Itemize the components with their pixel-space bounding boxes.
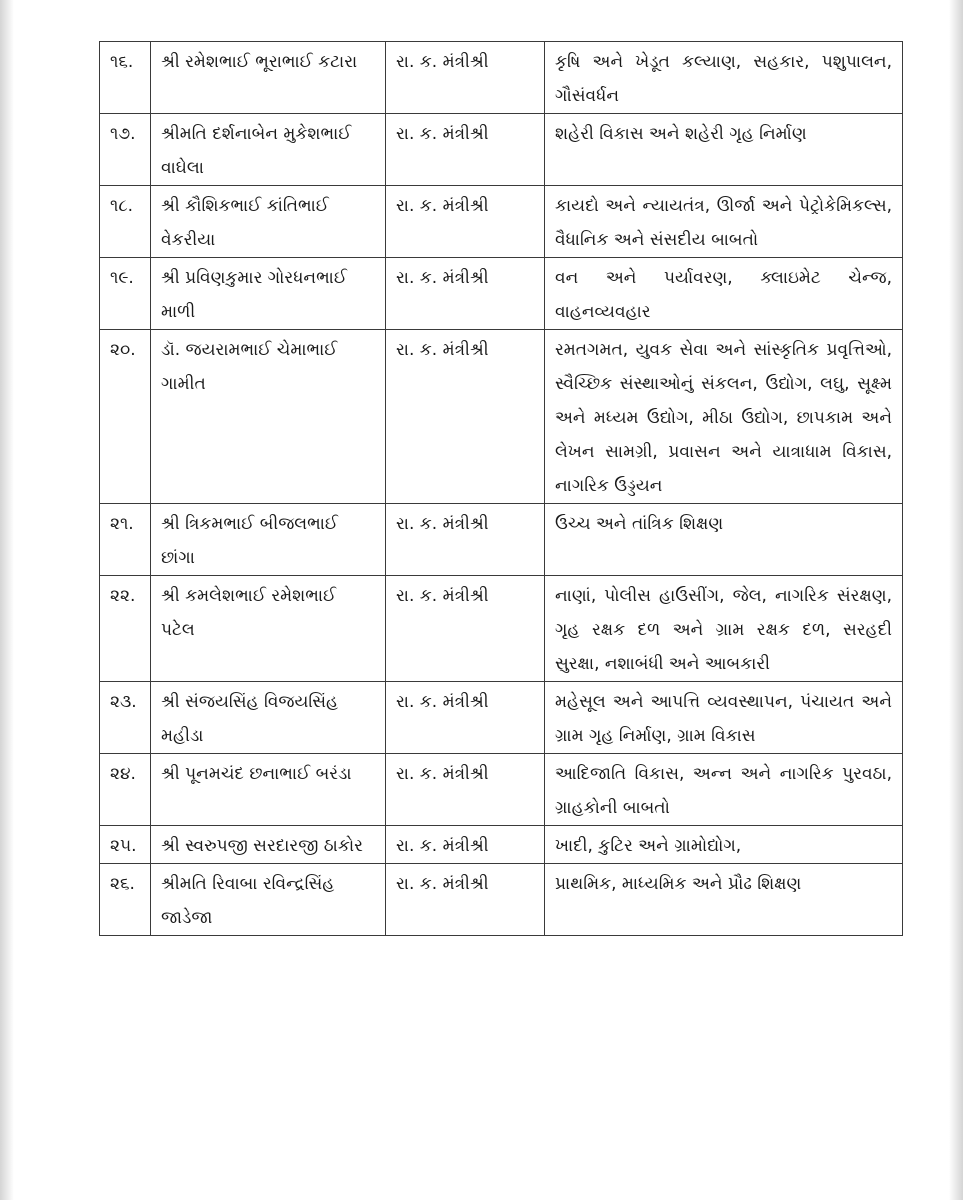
table-row bbox=[100, 42, 903, 114]
table-row bbox=[100, 682, 903, 754]
minister-rank: રા. ક. મંત્રીશ્રી bbox=[386, 576, 545, 682]
serial-number: ૨૨. bbox=[100, 576, 151, 682]
departments: પ્રાથમિક, માધ્યમિક અને પ્રૌઢ શિક્ષણ bbox=[545, 864, 903, 936]
minister-rank: રા. ક. મંત્રીશ્રી bbox=[386, 114, 545, 186]
departments: કાયદો અને ન્યાયતંત્ર, ઊર્જા અને પેટ્રોકેમિકલ્સ, વૈધાનિક અને સંસદીય બાબતો bbox=[545, 186, 903, 258]
minister-name: શ્રી પ્રવિણકુમાર ગોરધનભાઈ માળી bbox=[151, 258, 386, 330]
table-row bbox=[100, 504, 903, 576]
table-row bbox=[100, 258, 903, 330]
minister-name: શ્રી પૂનમચંદ છનાભાઈ બરંડા bbox=[151, 754, 386, 826]
serial-number: ૧૭. bbox=[100, 114, 151, 186]
serial-number: ૨૧. bbox=[100, 504, 151, 576]
minister-name: શ્રીમતિ દર્શનાબેન મુકેશભાઈ વાઘેલા bbox=[151, 114, 386, 186]
serial-number: ૨૩. bbox=[100, 682, 151, 754]
table-row bbox=[100, 186, 903, 258]
serial-number: ૨૪. bbox=[100, 754, 151, 826]
serial-number: ૧૯. bbox=[100, 258, 151, 330]
minister-name: શ્રી સ્વરુપજી સરદારજી ઠાકોર bbox=[151, 826, 386, 864]
serial-number: ૨૬. bbox=[100, 864, 151, 936]
table-row bbox=[100, 114, 903, 186]
page-edge-shadow-right bbox=[949, 0, 963, 1200]
minister-rank: રા. ક. મંત્રીશ્રી bbox=[386, 682, 545, 754]
minister-rank: રા. ક. મંત્રીશ્રી bbox=[386, 186, 545, 258]
minister-rank: રા. ક. મંત્રીશ્રી bbox=[386, 864, 545, 936]
departments: કૃષિ અને ખેડૂત કલ્યાણ, સહકાર, પશુપાલન, ગૌસંવર્ધન bbox=[545, 42, 903, 114]
departments: વન અને પર્યાવરણ, ક્લાઇમેટ ચેન્જ, વાહનવ્યવહાર bbox=[545, 258, 903, 330]
table-row bbox=[100, 754, 903, 826]
minister-rank: રા. ક. મંત્રીશ્રી bbox=[386, 330, 545, 504]
minister-rank: રા. ક. મંત્રીશ્રી bbox=[386, 504, 545, 576]
table-row bbox=[100, 826, 903, 864]
table-row bbox=[100, 864, 903, 936]
minister-name: શ્રીમતિ રિવાબા રવિન્દ્રસિંહ જાડેજા bbox=[151, 864, 386, 936]
serial-number: ૨૫. bbox=[100, 826, 151, 864]
table-row bbox=[100, 576, 903, 682]
departments: ઉચ્ચ અને તાંત્રિક શિક્ષણ bbox=[545, 504, 903, 576]
minister-name: શ્રી કમલેશભાઈ રમેશભાઈ પટેલ bbox=[151, 576, 386, 682]
minister-name: શ્રી ત્રિકમભાઈ બીજલભાઈ છાંગા bbox=[151, 504, 386, 576]
minister-name: શ્રી રમેશભાઈ ભૂરાભાઈ કટારા bbox=[151, 42, 386, 114]
serial-number: ૨૦. bbox=[100, 330, 151, 504]
page-edge-shadow-left bbox=[0, 0, 14, 1200]
minister-rank: રા. ક. મંત્રીશ્રી bbox=[386, 42, 545, 114]
departments: ખાદી, કુટિર અને ગ્રામોદ્યોગ, bbox=[545, 826, 903, 864]
table-row bbox=[100, 330, 903, 504]
ministers-table bbox=[99, 41, 903, 936]
serial-number: ૧૬. bbox=[100, 42, 151, 114]
minister-rank: રા. ક. મંત્રીશ્રી bbox=[386, 258, 545, 330]
departments: મહેસૂલ અને આપત્તિ વ્યવસ્થાપન, પંચાયત અને ગ્રામ ગૃહ નિર્માણ, ગ્રામ વિકાસ bbox=[545, 682, 903, 754]
serial-number: ૧૮. bbox=[100, 186, 151, 258]
minister-name: શ્રી સંજયસિંહ વિજયસિંહ મહીડા bbox=[151, 682, 386, 754]
minister-name: ડૉ. જયરામભાઈ ચેમાભાઈ ગામીત bbox=[151, 330, 386, 504]
departments: નાણાં, પોલીસ હાઉસીંગ, જેલ, નાગરિક સંરક્ષણ, ગૃહ રક્ષક દળ અને ગ્રામ રક્ષક દળ, સરહદી સુરક્ષા, નશાબંધી અને આબકારી bbox=[545, 576, 903, 682]
minister-name: શ્રી કૌશિકભાઈ કાંતિભાઈ વેકરીયા bbox=[151, 186, 386, 258]
minister-rank: રા. ક. મંત્રીશ્રી bbox=[386, 826, 545, 864]
departments: રમતગમત, યુવક સેવા અને સાંસ્કૃતિક પ્રવૃત્તિઓ, સ્વૈચ્છિક સંસ્થાઓનું સંકલન, ઉદ્યોગ, લઘુ, સૂક્ષ્મ અને મધ્યમ ઉદ્યોગ, મીઠા ઉદ્યોગ, છાપકામ અને લેખન સામગ્રી, પ્રવાસન અને યાત્રાધામ વિકાસ, નાગરિક ઉડ્ડયન bbox=[545, 330, 903, 504]
minister-rank: રા. ક. મંત્રીશ્રી bbox=[386, 754, 545, 826]
departments: આદિજાતિ વિકાસ, અન્ન અને નાગરિક પુરવઠા, ગ્રાહકોની બાબતો bbox=[545, 754, 903, 826]
departments: શહેરી વિકાસ અને શહેરી ગૃહ નિર્માણ bbox=[545, 114, 903, 186]
